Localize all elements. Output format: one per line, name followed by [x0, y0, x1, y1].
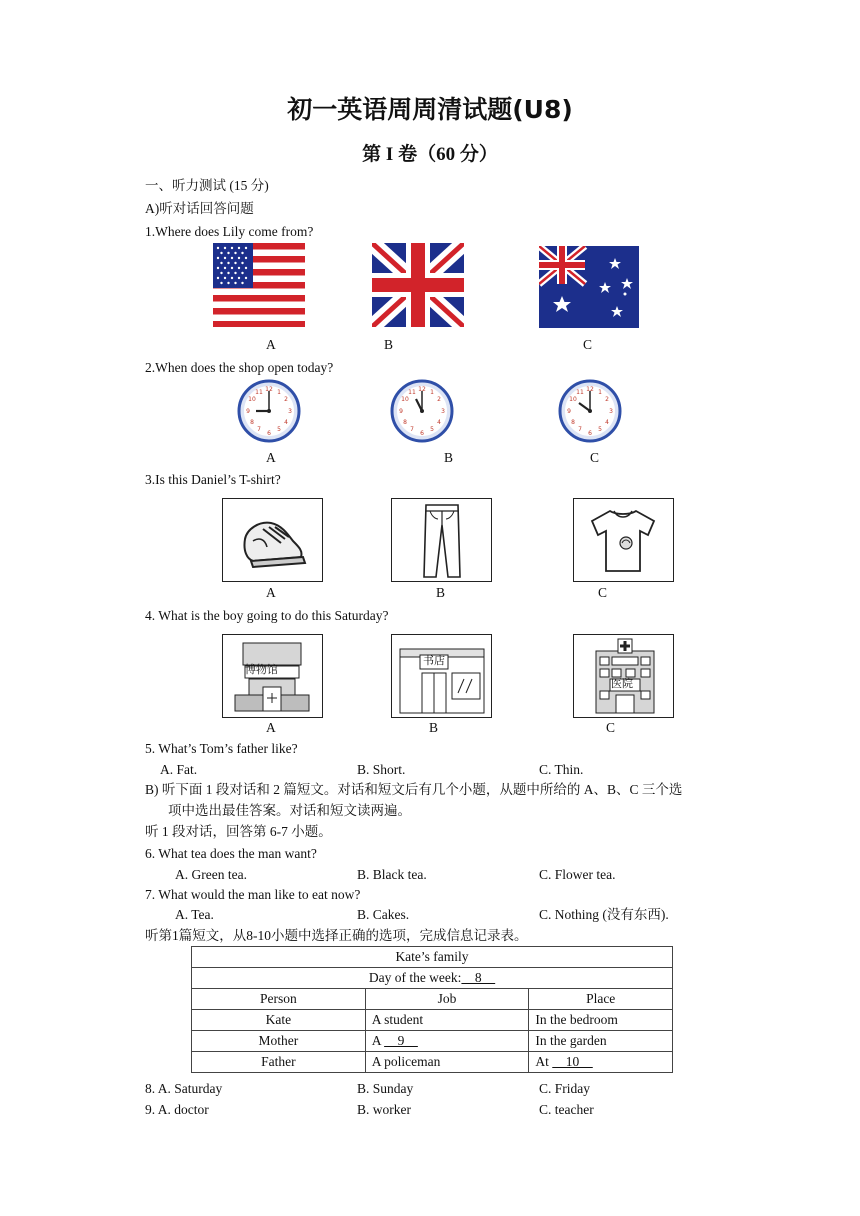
- table-row: [192, 1052, 673, 1073]
- svg-text:1: 1: [277, 389, 281, 396]
- svg-text:7: 7: [257, 426, 261, 433]
- svg-text:10: 10: [248, 396, 256, 403]
- q2-label-a: A: [266, 450, 276, 465]
- hospital-icon: [574, 635, 673, 717]
- header-person: Person: [192, 989, 366, 1010]
- svg-text:7: 7: [410, 426, 414, 433]
- q1-label-a: A: [266, 337, 276, 352]
- svg-text:10: 10: [569, 396, 577, 403]
- q5-option-c: C. Thin.: [539, 762, 584, 777]
- q4-label-a: A: [266, 720, 276, 735]
- q5-option-a: A. Fat.: [160, 762, 198, 777]
- q2-label-c: C: [590, 450, 600, 465]
- svg-text:3: 3: [288, 408, 292, 415]
- q7-option-a: A. Tea.: [175, 907, 214, 922]
- svg-text:8: 8: [403, 419, 407, 426]
- table-title: Kate’s family: [192, 947, 673, 968]
- question-5: 5. What’s Tom’s father like?: [145, 741, 298, 756]
- question-6: 6. What tea does the man want?: [145, 846, 317, 861]
- part-b-instructions-line1: B) 听下面 1 段对话和 2 篇短文。对话和短文后有几个小题，从题中所给的 A、B、C 三个选: [145, 782, 683, 797]
- svg-text:6: 6: [420, 430, 424, 437]
- q8-option-a: 8. A. Saturday: [145, 1081, 223, 1096]
- svg-text:1: 1: [430, 389, 434, 396]
- q7-option-b: B. Cakes.: [357, 907, 410, 922]
- bookstore-picture-box: [391, 634, 492, 718]
- blank-9: 9: [384, 1033, 418, 1048]
- table-day-row: [192, 968, 673, 989]
- blank-8: 8: [461, 970, 496, 985]
- clock-b-icon: [390, 379, 454, 443]
- tshirt-picture-box: [573, 498, 674, 582]
- bookstore-sign: 书店: [423, 654, 445, 667]
- museum-picture-box: [222, 634, 323, 718]
- svg-text:2: 2: [605, 396, 609, 403]
- svg-text:9: 9: [567, 408, 571, 415]
- person-cell: Mother: [192, 1031, 366, 1052]
- passage-1-intro: 听第1篇短文，从8-10小题中选择正确的选项，完成信息记录表。: [145, 928, 528, 943]
- q3-label-b: B: [436, 585, 446, 600]
- svg-text:8: 8: [571, 419, 575, 426]
- header-place: Place: [529, 989, 673, 1010]
- q9-option-b: B. worker: [357, 1102, 411, 1117]
- svg-text:11: 11: [408, 389, 416, 396]
- q1-label-c: C: [583, 337, 593, 352]
- hospital-picture-box: [573, 634, 674, 718]
- question-3: 3.Is this Daniel’s T-shirt?: [145, 472, 281, 487]
- page-title: 初一英语周周清试题(U8): [287, 95, 573, 124]
- place-prefix: At: [535, 1054, 553, 1069]
- q9-option-c: C. teacher: [539, 1102, 594, 1117]
- svg-text:11: 11: [576, 389, 584, 396]
- svg-text:1: 1: [598, 389, 602, 396]
- shoe-picture-box: [222, 498, 323, 582]
- svg-text:6: 6: [267, 430, 271, 437]
- question-7: 7. What would the man like to eat now?: [145, 887, 361, 902]
- svg-text:2: 2: [437, 396, 441, 403]
- q3-label-a: A: [266, 585, 276, 600]
- q3-label-c: C: [598, 585, 608, 600]
- page-subtitle: 第 I 卷（60 分）: [362, 144, 498, 165]
- question-2: 2.When does the shop open today?: [145, 360, 334, 375]
- q6-option-c: C. Flower tea.: [539, 867, 616, 882]
- person-cell: Father: [192, 1052, 366, 1073]
- trousers-icon: [392, 499, 491, 581]
- svg-text:9: 9: [399, 408, 403, 415]
- place-cell: In the bedroom: [529, 1010, 673, 1031]
- job-cell: A policeman: [365, 1052, 529, 1073]
- q8-option-b: B. Sunday: [357, 1081, 414, 1096]
- svg-text:6: 6: [588, 430, 592, 437]
- svg-text:3: 3: [609, 408, 613, 415]
- place-cell: [529, 1052, 673, 1073]
- job-prefix: A: [371, 1033, 385, 1048]
- dialog-intro: 听 1 段对话，回答第 6-7 小题。: [145, 824, 332, 839]
- q2-label-b: B: [444, 450, 454, 465]
- svg-text:3: 3: [441, 408, 445, 415]
- q1-label-b: B: [384, 337, 394, 352]
- job-cell: [365, 1031, 529, 1052]
- day-label: Day of the week:: [368, 970, 462, 985]
- svg-text:11: 11: [255, 389, 263, 396]
- blank-10: 10: [552, 1054, 593, 1069]
- part-a-heading: A)听对话回答问题: [145, 201, 254, 216]
- q5-option-b: B. Short.: [357, 762, 406, 777]
- uk-flag-picture: [372, 243, 464, 327]
- australia-flag-picture: [539, 246, 639, 328]
- q8-option-c: C. Friday: [539, 1081, 591, 1096]
- svg-text:7: 7: [578, 426, 582, 433]
- table-row: [192, 1010, 673, 1031]
- person-cell: Kate: [192, 1010, 366, 1031]
- q4-label-c: C: [606, 720, 616, 735]
- hospital-sign: 医院: [611, 677, 633, 690]
- svg-text:5: 5: [430, 426, 434, 433]
- svg-text:2: 2: [284, 396, 288, 403]
- svg-text:10: 10: [401, 396, 409, 403]
- bookstore-icon: [392, 635, 491, 717]
- svg-text:12: 12: [265, 386, 273, 393]
- part-b-instructions-line2: 项中选出最佳答案。对话和短文读两遍。: [168, 803, 411, 818]
- svg-text:8: 8: [250, 419, 254, 426]
- svg-text:4: 4: [605, 419, 609, 426]
- clock-a-icon: [237, 379, 301, 443]
- q4-label-b: B: [429, 720, 439, 735]
- trousers-picture-box: [391, 498, 492, 582]
- shoe-icon: [223, 499, 322, 581]
- svg-text:4: 4: [284, 419, 288, 426]
- q7-option-c: C. Nothing (没有东西).: [539, 907, 669, 922]
- svg-text:12: 12: [418, 386, 426, 393]
- q6-option-a: A. Green tea.: [175, 867, 247, 882]
- job-cell: A student: [365, 1010, 529, 1031]
- svg-text:4: 4: [437, 419, 441, 426]
- museum-sign: 博物馆: [245, 663, 278, 676]
- header-job: Job: [365, 989, 529, 1010]
- table-row: [192, 1031, 673, 1052]
- museum-icon: [223, 635, 322, 717]
- svg-text:9: 9: [246, 408, 250, 415]
- tshirt-icon: [574, 499, 673, 581]
- svg-text:12: 12: [586, 386, 594, 393]
- place-cell: In the garden: [529, 1031, 673, 1052]
- question-1: 1.Where does Lily come from?: [145, 224, 314, 239]
- section-heading: 一、听力测试 (15 分): [145, 178, 269, 193]
- record-table: [191, 946, 673, 1073]
- q9-option-a: 9. A. doctor: [145, 1102, 209, 1117]
- usa-flag-picture: [213, 243, 305, 327]
- clock-c-icon: [558, 379, 622, 443]
- question-4: 4. What is the boy going to do this Saturday?: [145, 608, 389, 623]
- svg-text:5: 5: [277, 426, 281, 433]
- svg-text:5: 5: [598, 426, 602, 433]
- q6-option-b: B. Black tea.: [357, 867, 427, 882]
